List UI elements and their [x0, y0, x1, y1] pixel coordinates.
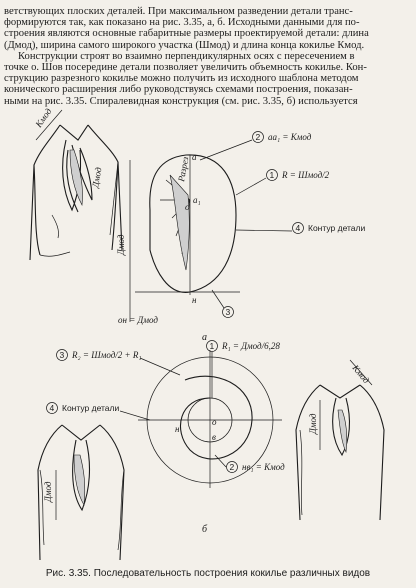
figure-b-construction: [47, 341, 286, 536]
formula-1: R₁ = Дмод/6,28: [222, 341, 280, 351]
figure-b-left-model: [38, 425, 124, 560]
point-o: о: [212, 417, 217, 427]
text-line: струкцию разрезного кокилье можно получить из исходного шаблона методом: [4, 73, 359, 85]
dim-d-label: Дмод: [90, 166, 104, 189]
point-o: о: [185, 202, 190, 212]
figure-a-left-model: [30, 106, 122, 260]
formula-2: нв₁ = Кмод: [242, 462, 285, 472]
figure-b-right-model: [296, 360, 384, 520]
callout-3: 3: [59, 350, 65, 360]
callout-2: 2: [229, 462, 235, 472]
text-line: ными на рис. 3.35. Спиралевидная конструкция (см. рис. 3.35, б) используется: [4, 95, 358, 107]
text-line: формируются так, как показано на рис. 3.35, а, б. Исходными данными для по-: [4, 17, 360, 29]
point-n: н: [175, 424, 180, 434]
text-line: (Дмод), ширина самого широкого участка (Шмод) и длина конца кокилье Кмод.: [4, 39, 365, 51]
dim-k-label: Кмод: [33, 106, 54, 130]
point-v: в: [212, 432, 216, 442]
point-a1: а₁: [193, 195, 201, 205]
point-n: н: [192, 295, 197, 305]
dim-k-label: Кмод: [350, 362, 372, 386]
callout-2: 2: [255, 132, 261, 142]
dim-d-label: Дмод: [308, 413, 318, 434]
formula-1: R = Шмод/2: [282, 170, 330, 180]
figure-a-construction: [116, 132, 365, 344]
callout-3: 3: [225, 307, 231, 317]
on-dmod-label: он = Дмод: [118, 315, 158, 325]
razrez-label: Разрез: [176, 155, 191, 183]
kontur-label: Контур детали: [62, 403, 120, 413]
text-line: ветствующих плоских деталей. При максимальном разведении детали транс-: [4, 6, 353, 17]
callout-4: 4: [49, 403, 55, 413]
dim-d-label: Дмод: [116, 234, 126, 255]
callout-1: 1: [209, 341, 215, 351]
dim-d-label: Дмод: [43, 481, 53, 502]
kontur-label: Контур детали: [308, 223, 366, 233]
text-line: точке о. Шов посередине детали позволяет увеличить объемность кокилье. Кон-: [4, 62, 367, 74]
callout-4: 4: [295, 223, 301, 233]
subfigure-a-label: а: [202, 332, 207, 343]
formula-3: R₂ = Шмод/2 + R₁: [72, 350, 142, 360]
point-a: а: [192, 152, 197, 162]
formula-2: аа₁ = Кмод: [268, 132, 312, 142]
callout-1: 1: [269, 170, 275, 180]
subfigure-b-label: б: [202, 524, 208, 535]
text-line: конического расширения либо руководствуясь схемами построения, показан-: [4, 84, 353, 96]
figure-caption: Рис. 3.35. Последовательность построения кокилье различных видов: [45, 568, 371, 579]
text-line: Конструкции строят во взаимно перпендикулярных осях с пересечением в: [18, 50, 355, 62]
text-line: строения являются основные габаритные размеры проектируемой детали: длина: [4, 28, 369, 40]
